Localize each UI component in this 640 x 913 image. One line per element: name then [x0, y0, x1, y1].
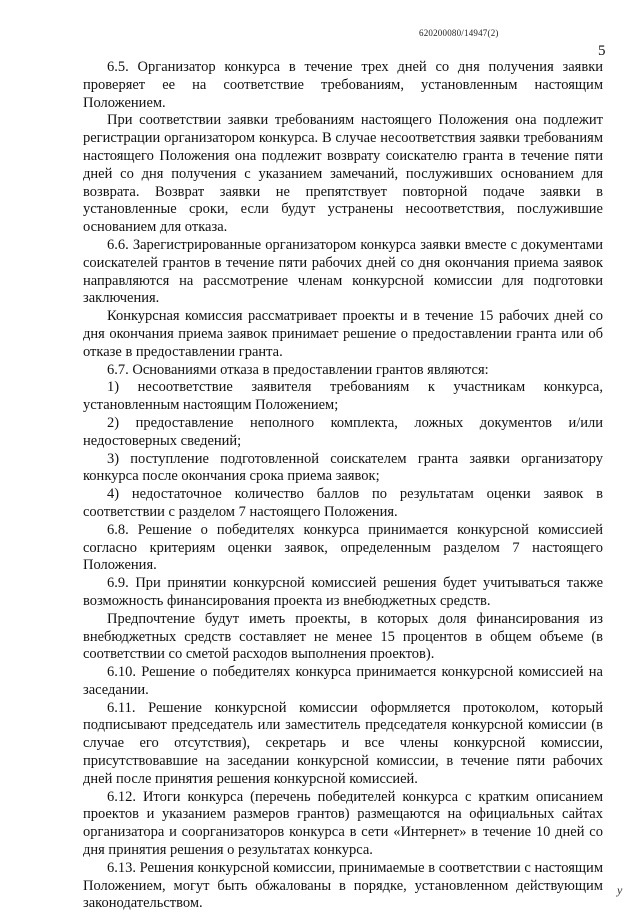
- paragraph-commission-review: Конкурсная комиссия рассматривает проекты и в течение 15 рабочих дней со дня окончания приема заявок принимает решение о предоставлении гранта или об отказе в предоставлении гранта.: [83, 308, 603, 360]
- paragraph-6-10: 6.10. Решение о победителях конкурса принимается конкурсной комиссией на заседании.: [83, 664, 603, 698]
- handwritten-mark: у: [617, 883, 623, 897]
- paragraph-6-11: 6.11. Решение конкурсной комиссии оформляется протоколом, который подписывают председатель или заместитель председателя конкурсной комиссии (в случае его отсутствия), секретарь и все члены конкурсной комиссии, присутствовавшие на заседании конкурсной комиссии, в течение пяти рабочих дней после принятия решения конкурсной комиссией.: [83, 699, 603, 787]
- list-item-refusal-4: 4) недостаточное количество баллов по результатам оценки заявок в соответствии с разделом 7 настоящего Положения.: [83, 486, 603, 520]
- document-id: 620200080/14947(2): [419, 28, 499, 38]
- paragraph-6-5: 6.5. Организатор конкурса в течение трех дней со дня получения заявки проверяет ее на соответствие требованиям, установленным настоящим Положением.: [83, 59, 603, 111]
- paragraph-preference: Предпочтение будут иметь проекты, в которых доля финансирования из внебюджетных средств составляет не менее 15 процентов в общем объеме (в соответствии со сметой расходов выполнения проектов).: [83, 610, 603, 663]
- paragraph-6-9: 6.9. При принятии конкурсной комиссией решения будет учитываться также возможность финансирования проекта из внебюджетных средств.: [83, 575, 603, 609]
- paragraph-6-8: 6.8. Решение о победителях конкурса принимается конкурсной комиссией согласно критериям оценки заявок, определенным разделом 7 настоящего Положения.: [83, 521, 603, 574]
- document-body: [83, 59, 603, 913]
- paragraph-6-12: 6.12. Итоги конкурса (перечень победителей конкурса с кратким описанием проектов и указанием размеров грантов) размещаются на официальных сайтах организатора и соорганизаторов конкурса в сети «Интернет» в течение 10 дней со дня принятия решения о результатах конкурса.: [83, 788, 603, 859]
- page-number: 5: [598, 43, 606, 59]
- paragraph-registration: При соответствии заявки требованиям настоящего Положения она подлежит регистрации организатором конкурса. В случае несоответствия заявки требованиям настоящего Положения она подлежит возврату соискателю гранта в течение пяти дней со дня получения с указанием замечаний, послуживших основанием для возврата. Возврат заявки не препятствует повторной подаче заявки в установленные сроки, если будут устранены несоответствия, послужившие основанием для отказа.: [83, 112, 603, 236]
- list-item-refusal-3: 3) поступление подготовленной соискателем гранта заявки организатору конкурса после окончания срока приема заявок;: [83, 450, 603, 485]
- paragraph-6-6: 6.6. Зарегистрированные организатором конкурса заявки вместе с документами соискателей грантов в течение пяти рабочих дней со дня окончания приема заявок направляются на рассмотрение членам конкурсной комиссии для подготовки заключения.: [83, 236, 603, 307]
- paragraph-6-13: 6.13. Решения конкурсной комиссии, принимаемые в соответствии с настоящим Положением, могут быть обжалованы в порядке, установленном действующим законодательством.: [83, 859, 603, 912]
- paragraph-6-7: 6.7. Основаниями отказа в предоставлении грантов являются:: [107, 361, 489, 378]
- list-item-refusal-1: 1) несоответствие заявителя требованиям к участникам конкурса, установленным настоящим Положением;: [83, 379, 603, 414]
- list-item-refusal-2: 2) предоставление неполного комплекта, ложных документов и/или недостоверных сведений;: [83, 414, 603, 449]
